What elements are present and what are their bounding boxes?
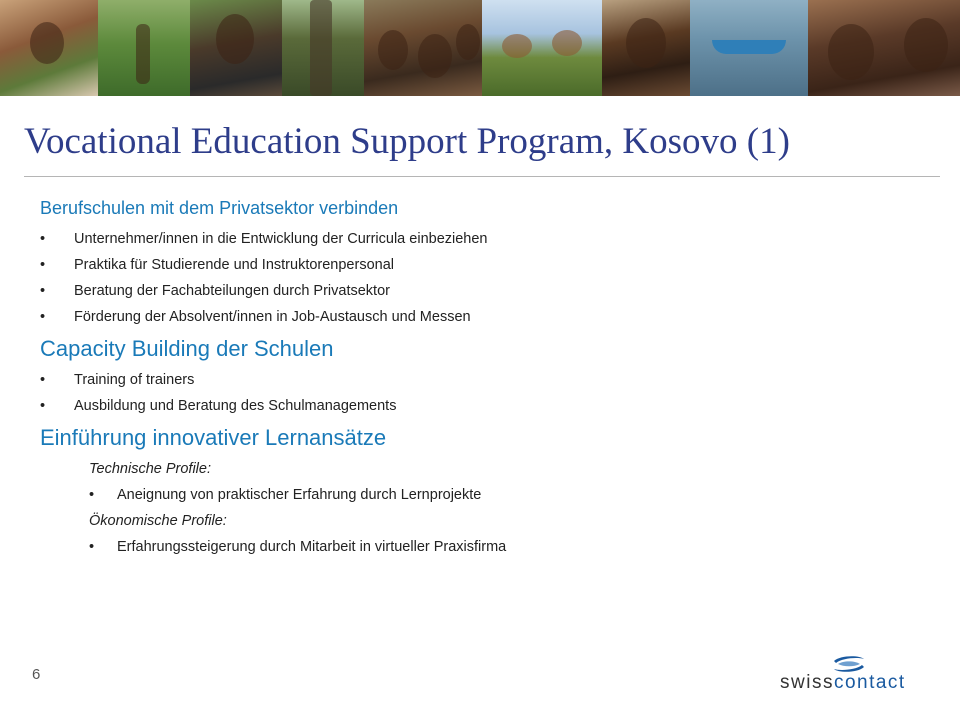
bullet-icon: • xyxy=(40,257,46,273)
list-item-text: Training of trainers xyxy=(74,372,195,388)
bullet-icon: • xyxy=(89,487,95,503)
list-item-text: Aneignung von praktischer Erfahrung durch Lernprojekte xyxy=(117,487,482,503)
slide-title: Vocational Education Support Program, Kosovo (1) xyxy=(24,121,790,162)
bullet-icon: • xyxy=(40,309,46,325)
logo-wordmark xyxy=(780,672,906,694)
bullet-icon: • xyxy=(40,372,46,388)
logo-swirl-icon xyxy=(830,654,868,674)
bullet-icon: • xyxy=(40,398,46,414)
list-item-text: Beratung der Fachabteilungen durch Privatsektor xyxy=(74,283,390,299)
bullet-icon: • xyxy=(40,231,46,247)
logo-text-swiss: swiss xyxy=(780,672,834,693)
list-item-text: Ausbildung und Beratung des Schulmanagements xyxy=(74,398,397,414)
section-heading-capacity-building: Capacity Building der Schulen xyxy=(40,336,334,361)
bullet-icon: • xyxy=(89,539,95,555)
group-label-economic: Ökonomische Profile: xyxy=(89,513,227,529)
logo-text-contact: contact xyxy=(833,672,906,693)
bullet-icon: • xyxy=(40,283,46,299)
list-item-text: Praktika für Studierende und Instruktorenpersonal xyxy=(74,257,394,273)
list-item-text: Unternehmer/innen in die Entwicklung der Curricula einbeziehen xyxy=(74,231,488,247)
page-number: 6 xyxy=(32,666,41,683)
list-item-text: Förderung der Absolvent/innen in Job-Austausch und Messen xyxy=(74,309,471,325)
section-heading-private-sector: Berufschulen mit dem Privatsektor verbinden xyxy=(40,198,399,218)
list-item-text: Erfahrungssteigerung durch Mitarbeit in virtueller Praxisfirma xyxy=(117,539,507,555)
swisscontact-logo xyxy=(780,654,916,694)
section-heading-innovative-learning: Einführung innovativer Lernansätze xyxy=(40,425,387,450)
group-label-technical: Technische Profile: xyxy=(89,461,211,477)
